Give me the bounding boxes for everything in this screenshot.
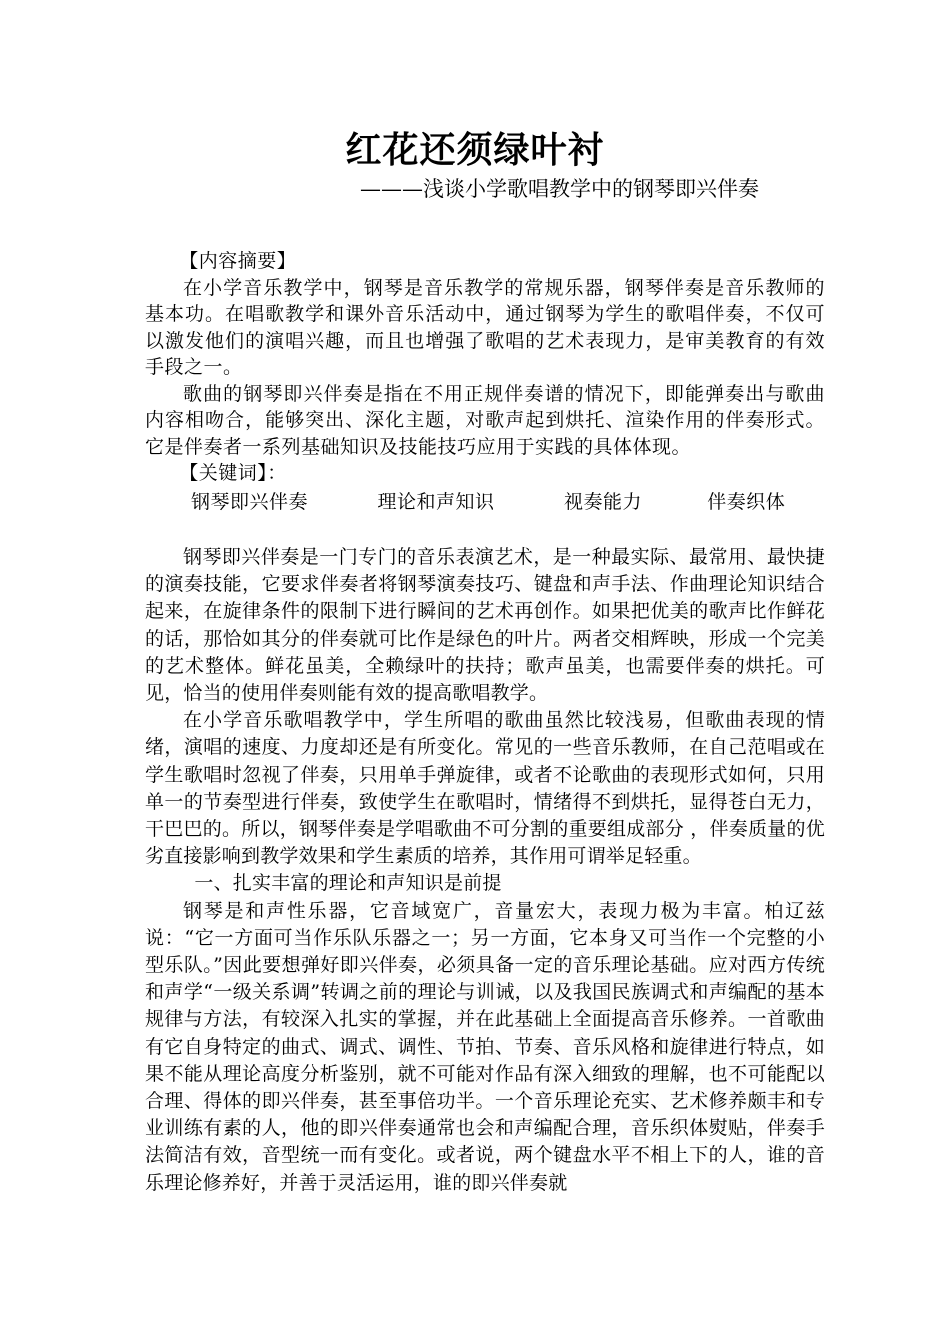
document-subtitle: ———浅谈小学歌唱教学中的钢琴即兴伴奏 (360, 177, 759, 201)
abstract-heading: 【内容摘要】 (179, 250, 297, 272)
keyword: 视奏能力 (563, 490, 642, 513)
section-heading: 一、扎实丰富的理论和声知识是前提 (194, 872, 502, 895)
abstract-paragraph: 歌曲的钢琴即兴伴奏是指在不用正规伴奏谱的情况下，即能弹奏出与歌曲内容相吻合，能够突出、深化主题，对歌声起到烘托、渲染作用的伴奏形式。它是伴奏者一系列基础知识及技能技巧应用于实践的具体体现。 (145, 382, 825, 458)
keywords-heading: 【关键词】： (179, 462, 287, 484)
keyword: 理论和声知识 (377, 490, 495, 513)
body-section (145, 544, 825, 1197)
abstract-paragraph: 在小学音乐教学中，钢琴是音乐教学的常规乐器，钢琴伴奏是音乐教师的基本功。在唱歌教学和课外音乐活动中，通过钢琴为学生的歌唱伴奏，不仅可以激发他们的演唱兴趣，而且也增强了歌唱的艺术表现力，是审美教育的有效手段之一。 (145, 276, 825, 378)
body-paragraph: 钢琴是和声性乐器，它音域宽广，音量宏大，表现力极为丰富。柏辽兹说：“它一方面可当作乐队乐器之一；另一方面，它本身又可当作一个完整的小型乐队。”因此要想弹好即兴伴奏，必须具备一定的音乐理论基础。应对西方传统和声学“一级关系调”转调之前的理论与训诫，以及我国民族调式和声编配的基本规律与方法，有较深入扎实的掌握，并在此基础上全面提高音乐修养。一首歌曲有它自身特定的曲式、调式、调性、节拍、节奏、音乐风格和旋律进行特点，如果不能从理论高度分析鉴别，就不可能对作品有深入细致的理解，也不可能配以合理、得体的即兴伴奏，甚至事倍功半。一个音乐理论充实、艺术修养颇丰和专业训练有素的人，他的即兴伴奏通常也会和声编配合理，音乐织体熨贴，伴奏手法简洁有效，音型统一而有变化。或者说，两个键盘水平不相上下的人，谁的音乐理论修养好，并善于灵活运用，谁的即兴伴奏就 (145, 899, 825, 1194)
keywords-list (191, 489, 825, 516)
keyword: 伴奏织体 (707, 490, 786, 513)
abstract-section (145, 248, 825, 515)
body-paragraph: 钢琴即兴伴奏是一门专门的音乐表演艺术，是一种最实际、最常用、最快捷的演奏技能，它要求伴奏者将钢琴演奏技巧、键盘和声手法、作曲理论知识结合起来，在旋律条件的限制下进行瞬间的艺术再创作。如果把优美的歌声比作鲜花的话，那恰如其分的伴奏就可比作是绿色的叶片。两者交相辉映，形成一个完美的艺术整体。鲜花虽美，全赖绿叶的扶持；歌声虽美，也需要伴奏的烘托。可见，恰当的使用伴奏则能有效的提高歌唱教学。 (145, 546, 825, 705)
keyword: 钢琴即兴伴奏 (191, 490, 309, 513)
body-paragraph: 在小学音乐歌唱教学中，学生所唱的歌曲虽然比较浅易，但歌曲表现的情绪，演唱的速度、力度却还是有所变化。常见的一些音乐教师，在自己范唱或在学生歌唱时忽视了伴奏，只用单手弹旋律，或者不论歌曲的表现形式如何，只用单一的节奏型进行伴奏，致使学生在歌唱时，情绪得不到烘托，显得苍白无力，干巴巴的。所以，钢琴伴奏是学唱歌曲不可分割的重要组成部分 ，伴奏质量的优劣直接影响到教学效果和学生素质的培养，其作用可谓举足轻重。 (145, 709, 825, 868)
document-title: 红花还须绿叶衬 (345, 129, 605, 171)
